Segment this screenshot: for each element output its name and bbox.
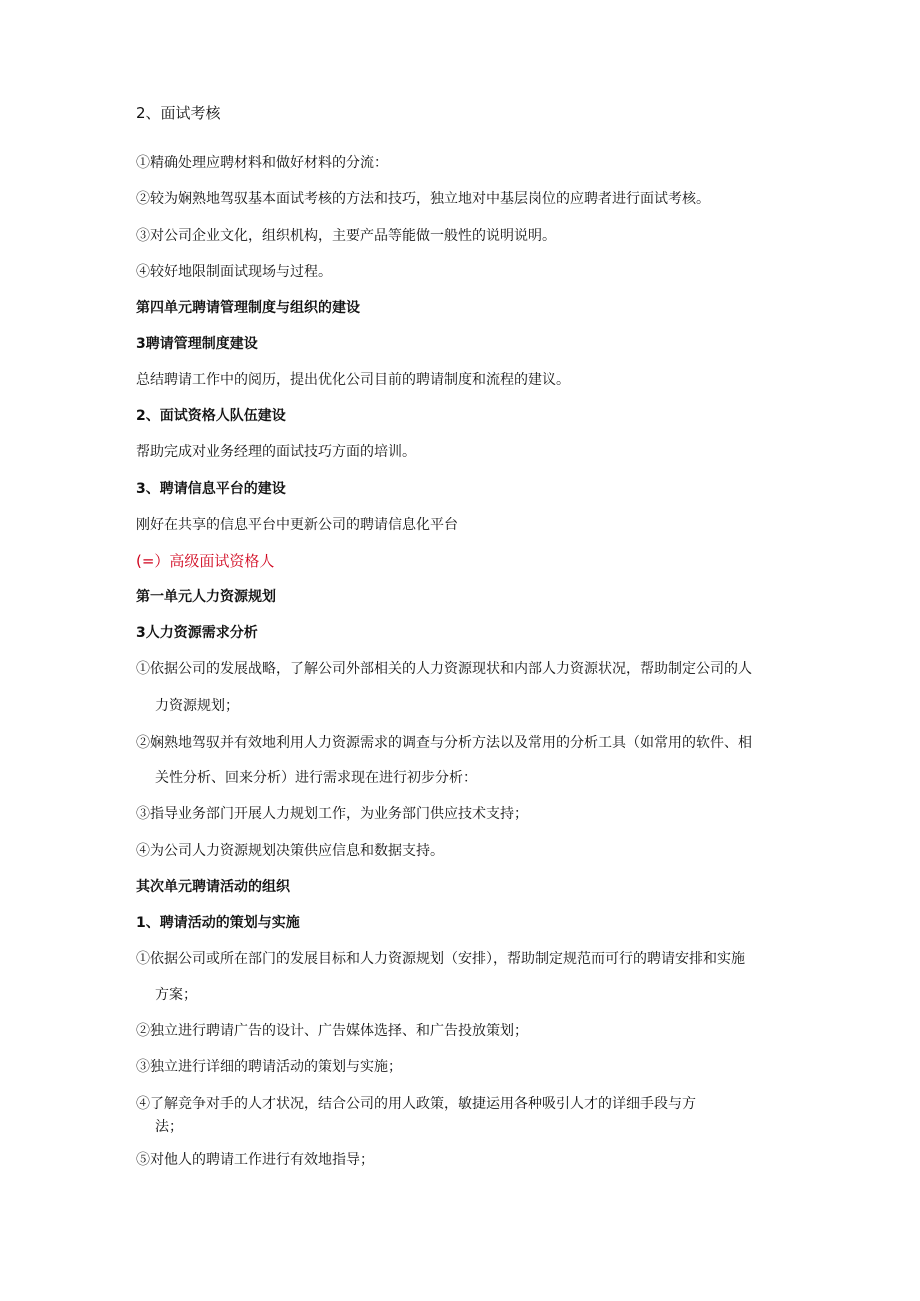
level-heading: (=）高级面试资格人: [136, 552, 275, 570]
paragraph: 刚好在共享的信息平台中更新公司的聘请信息化平台: [136, 517, 458, 533]
list-item: ⑤对他人的聘请工作进行有效地指导；: [136, 1152, 374, 1168]
unit-heading: 第一单元人力资源规划: [136, 589, 276, 605]
paragraph: 总结聘请工作中的阅历，提出优化公司目前的聘请制度和流程的建议。: [136, 372, 570, 388]
unit-heading: 第四单元聘请管理制度与组织的建设: [136, 300, 360, 316]
list-item: ④了解竞争对手的人才状况，结合公司的用人政策，敏捷运用各种吸引人才的详细手段与方: [136, 1096, 696, 1112]
list-item-continuation: 方案；: [155, 987, 197, 1003]
list-item: ③对公司企业文化，组织机构，主要产品等能做一般性的说明说明。: [136, 228, 556, 244]
list-item: ①依据公司的发展战略，了解公司外部相关的人力资源现状和内部人力资源状况，帮助制定公司的人: [136, 661, 752, 677]
list-item: ④为公司人力资源规划决策供应信息和数据支持。: [136, 843, 444, 859]
list-item: ④较好地限制面试现场与过程。: [136, 264, 332, 280]
subsection-heading: 3、聘请信息平台的建设: [136, 481, 286, 497]
list-item: ③指导业务部门开展人力规划工作，为业务部门供应技术支持；: [136, 806, 528, 822]
list-item: ①精确处理应聘材料和做好材料的分流：: [136, 155, 388, 171]
list-item-continuation: 关性分析、回来分析）进行需求现在进行初步分析：: [155, 770, 477, 786]
list-item-continuation: 力资源规划；: [155, 698, 239, 714]
subsection-heading: 1、聘请活动的策划与实施: [136, 915, 300, 931]
list-item: ③独立进行详细的聘请活动的策划与实施；: [136, 1059, 402, 1075]
paragraph: 帮助完成对业务经理的面试技巧方面的培训。: [136, 444, 416, 460]
subsection-heading: 3聘请管理制度建设: [136, 336, 258, 352]
list-item: ②娴熟地驾驭并有效地利用人力资源需求的调查与分析方法以及常用的分析工具（如常用的软件、相: [136, 735, 752, 751]
list-item: ②独立进行聘请广告的设计、广告媒体选择、和广告投放策划；: [136, 1023, 528, 1039]
section-heading: 2、面试考核: [136, 104, 221, 122]
unit-heading: 其次单元聘请活动的组织: [136, 879, 290, 895]
list-item: ②较为娴熟地驾驭基本面试考核的方法和技巧，独立地对中基层岗位的应聘者进行面试考核。: [136, 191, 710, 207]
subsection-heading: 3人力资源需求分析: [136, 625, 258, 641]
list-item-continuation: 法；: [155, 1119, 183, 1135]
subsection-heading: 2、面试资格人队伍建设: [136, 408, 286, 424]
list-item: ①依据公司或所在部门的发展目标和人力资源规划（安排），帮助制定规范而可行的聘请安排和实施: [136, 951, 745, 967]
